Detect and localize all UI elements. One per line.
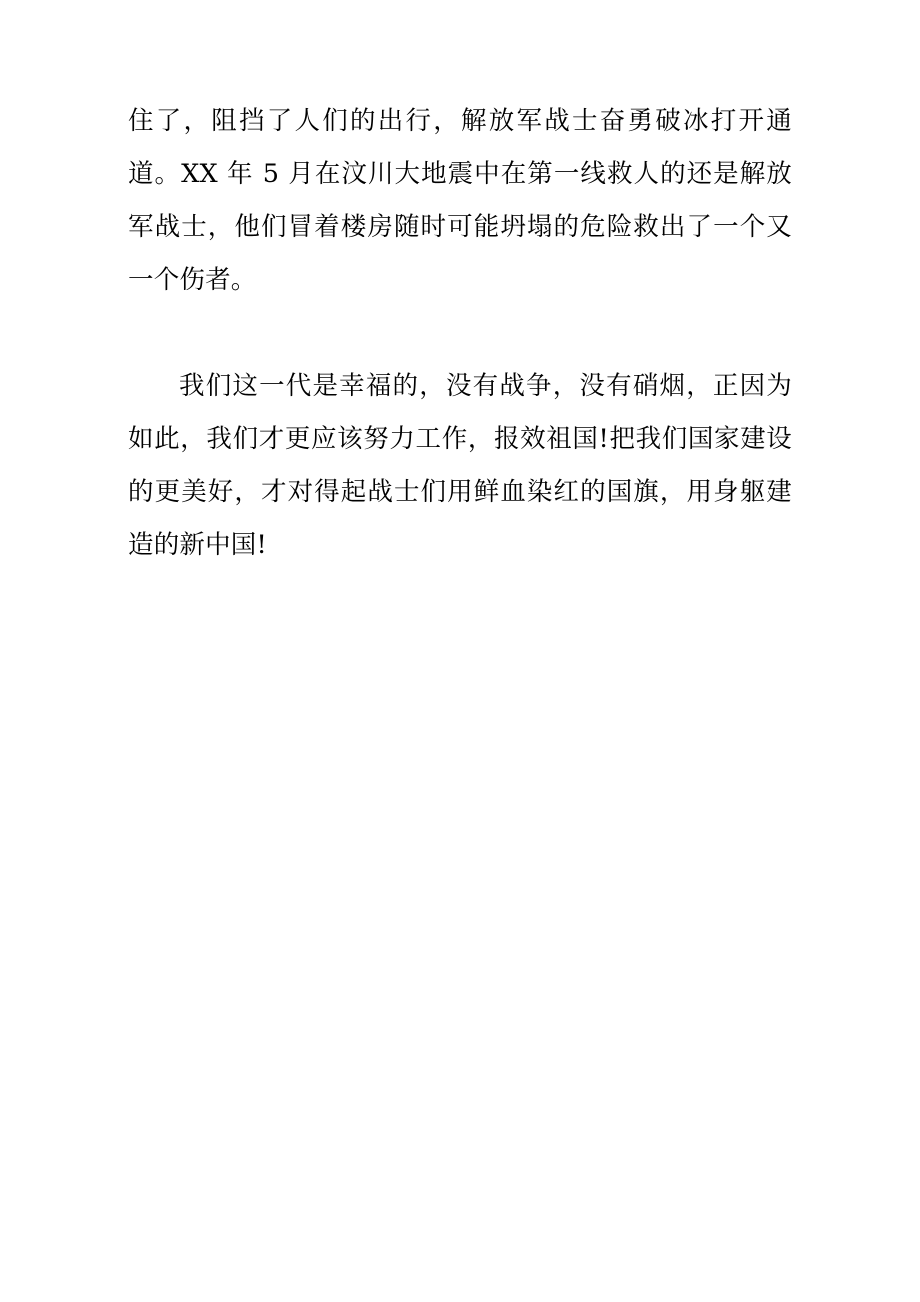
paragraph-spacer	[128, 307, 792, 360]
document-body	[128, 95, 792, 572]
paragraph-1: 住了，阻挡了人们的出行，解放军战士奋勇破冰打开通道。XX 年 5 月在汶川大地震中在第一线救人的还是解放军战士，他们冒着楼房随时可能坍塌的危险救出了一个又一个伤者。	[128, 106, 792, 295]
paragraph-2: 我们这一代是幸福的，没有战争，没有硝烟，正因为如此，我们才更应该努力工作，报效祖国!把我们国家建设的更美好，才对得起战士们用鲜血染红的国旗，用身躯建造的新中国!	[128, 371, 792, 560]
